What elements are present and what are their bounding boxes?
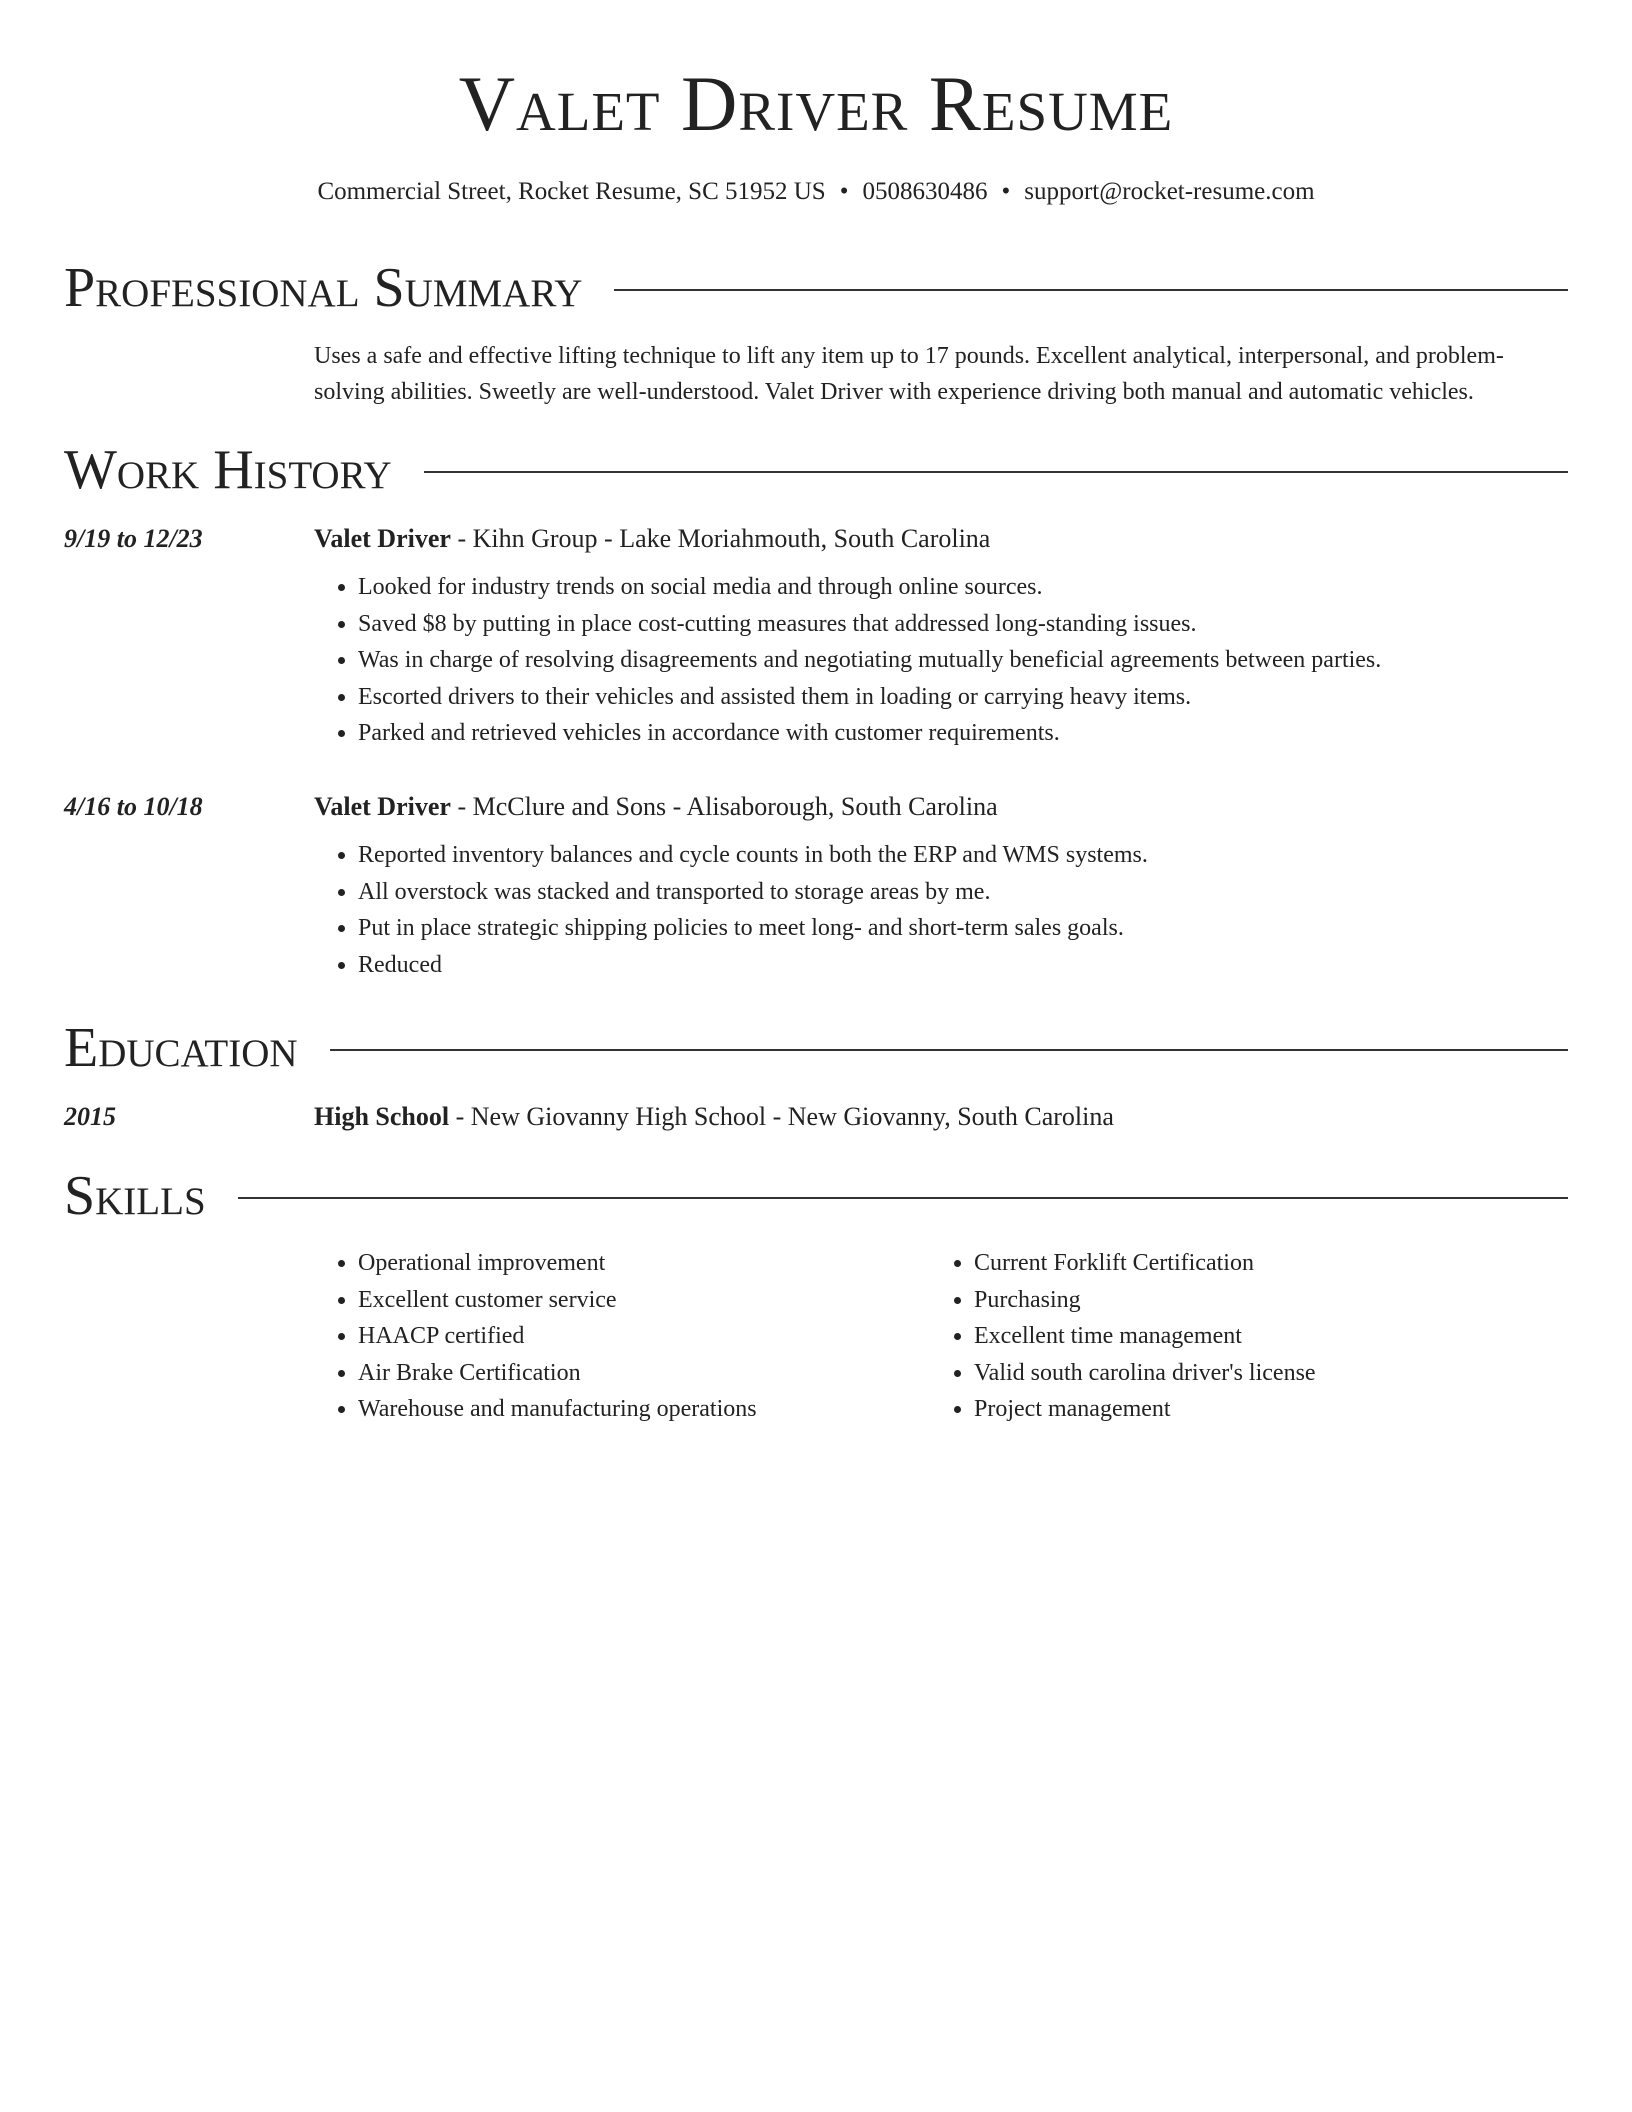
resume-title: Valet Driver Resume — [458, 60, 1174, 147]
list-item: • Was in charge of resolving disagreements and negotiating mutually beneficial agreements between parties. — [358, 642, 1568, 679]
list-item: • Project management — [974, 1391, 1546, 1428]
work-entry — [64, 789, 1568, 983]
skills-column-right — [930, 1245, 1546, 1428]
list-item: • Purchasing — [974, 1282, 1546, 1319]
section-heading-education — [64, 1016, 1568, 1080]
education-details: - New Giovanny High School - New Giovanny, South Carolina — [449, 1102, 1114, 1131]
list-item: • Saved $8 by putting in place cost-cutting measures that addressed long-standing issues. — [358, 606, 1568, 643]
contact-separator: • — [1001, 178, 1011, 205]
list-item: • HAACP certified — [358, 1318, 930, 1355]
job-title: Valet Driver — [314, 792, 451, 821]
education-heading — [314, 1099, 1568, 1135]
section-title-education: Education — [64, 1017, 298, 1079]
work-bullets — [314, 569, 1568, 752]
section-title-work: Work History — [64, 439, 392, 501]
section-heading-summary — [64, 256, 1568, 320]
contact-email: support@rocket-resume.com — [1024, 178, 1315, 205]
work-heading — [314, 521, 1568, 557]
work-bullets — [314, 837, 1568, 983]
section-title-summary: Professional Summary — [64, 257, 583, 319]
section-divider — [614, 289, 1568, 291]
list-item: • Escorted drivers to their vehicles and assisted them in loading or carrying heavy items. — [358, 679, 1568, 716]
contact-phone: 0508630486 — [862, 178, 988, 205]
skills-column-left — [314, 1245, 930, 1428]
degree-title: High School — [314, 1102, 450, 1131]
work-entry-body — [314, 789, 1568, 983]
work-entry-body — [314, 521, 1568, 752]
section-heading-work — [64, 438, 1568, 502]
list-item: • Excellent time management — [974, 1318, 1546, 1355]
section-heading-skills — [64, 1164, 1568, 1228]
list-item: • Put in place strategic shipping policies to meet long- and short-term sales goals. — [358, 910, 1568, 947]
list-item: • Excellent customer service — [358, 1282, 930, 1319]
list-item: • All overstock was stacked and transported to storage areas by me. — [358, 874, 1568, 911]
list-item: • Operational improvement — [358, 1245, 930, 1282]
skills-list — [314, 1245, 1568, 1428]
contact-address: Commercial Street, Rocket Resume, SC 51952 US — [317, 178, 826, 205]
job-title: Valet Driver — [314, 524, 451, 553]
contact-line — [0, 172, 1632, 212]
list-item: • Warehouse and manufacturing operations — [358, 1391, 930, 1428]
work-dates: 4/16 to 10/18 — [64, 792, 203, 821]
list-item: • Reported inventory balances and cycle counts in both the ERP and WMS systems. — [358, 837, 1568, 874]
list-item: • Reduced — [358, 947, 1568, 984]
work-heading — [314, 789, 1568, 825]
section-title-skills: Skills — [64, 1165, 206, 1227]
section-divider — [330, 1049, 1568, 1051]
list-item: • Looked for industry trends on social media and through online sources. — [358, 569, 1568, 606]
work-entry — [64, 521, 1568, 752]
education-entry-body — [314, 1099, 1568, 1135]
summary-text: Uses a safe and effective lifting technique to lift any item up to 17 pounds. Excellent analytical, interpersonal, and problem-solving abilities. Sweetly are well-understood. Valet Driver with experience driving both manual and automatic vehicles. — [314, 343, 1504, 405]
education-year: 2015 — [64, 1102, 116, 1131]
education-entry — [64, 1099, 1568, 1135]
section-divider — [424, 471, 1568, 473]
list-item: • Current Forklift Certification — [974, 1245, 1546, 1282]
list-item: • Air Brake Certification — [358, 1355, 930, 1392]
contact-separator: • — [839, 178, 849, 205]
list-item: • Valid south carolina driver's license — [974, 1355, 1546, 1392]
work-dates: 9/19 to 12/23 — [64, 524, 203, 553]
job-details: - McClure and Sons - Alisaborough, South Carolina — [450, 792, 998, 821]
job-details: - Kihn Group - Lake Moriahmouth, South Carolina — [450, 524, 991, 553]
list-item: • Parked and retrieved vehicles in accordance with customer requirements. — [358, 715, 1568, 752]
section-divider — [238, 1197, 1568, 1199]
